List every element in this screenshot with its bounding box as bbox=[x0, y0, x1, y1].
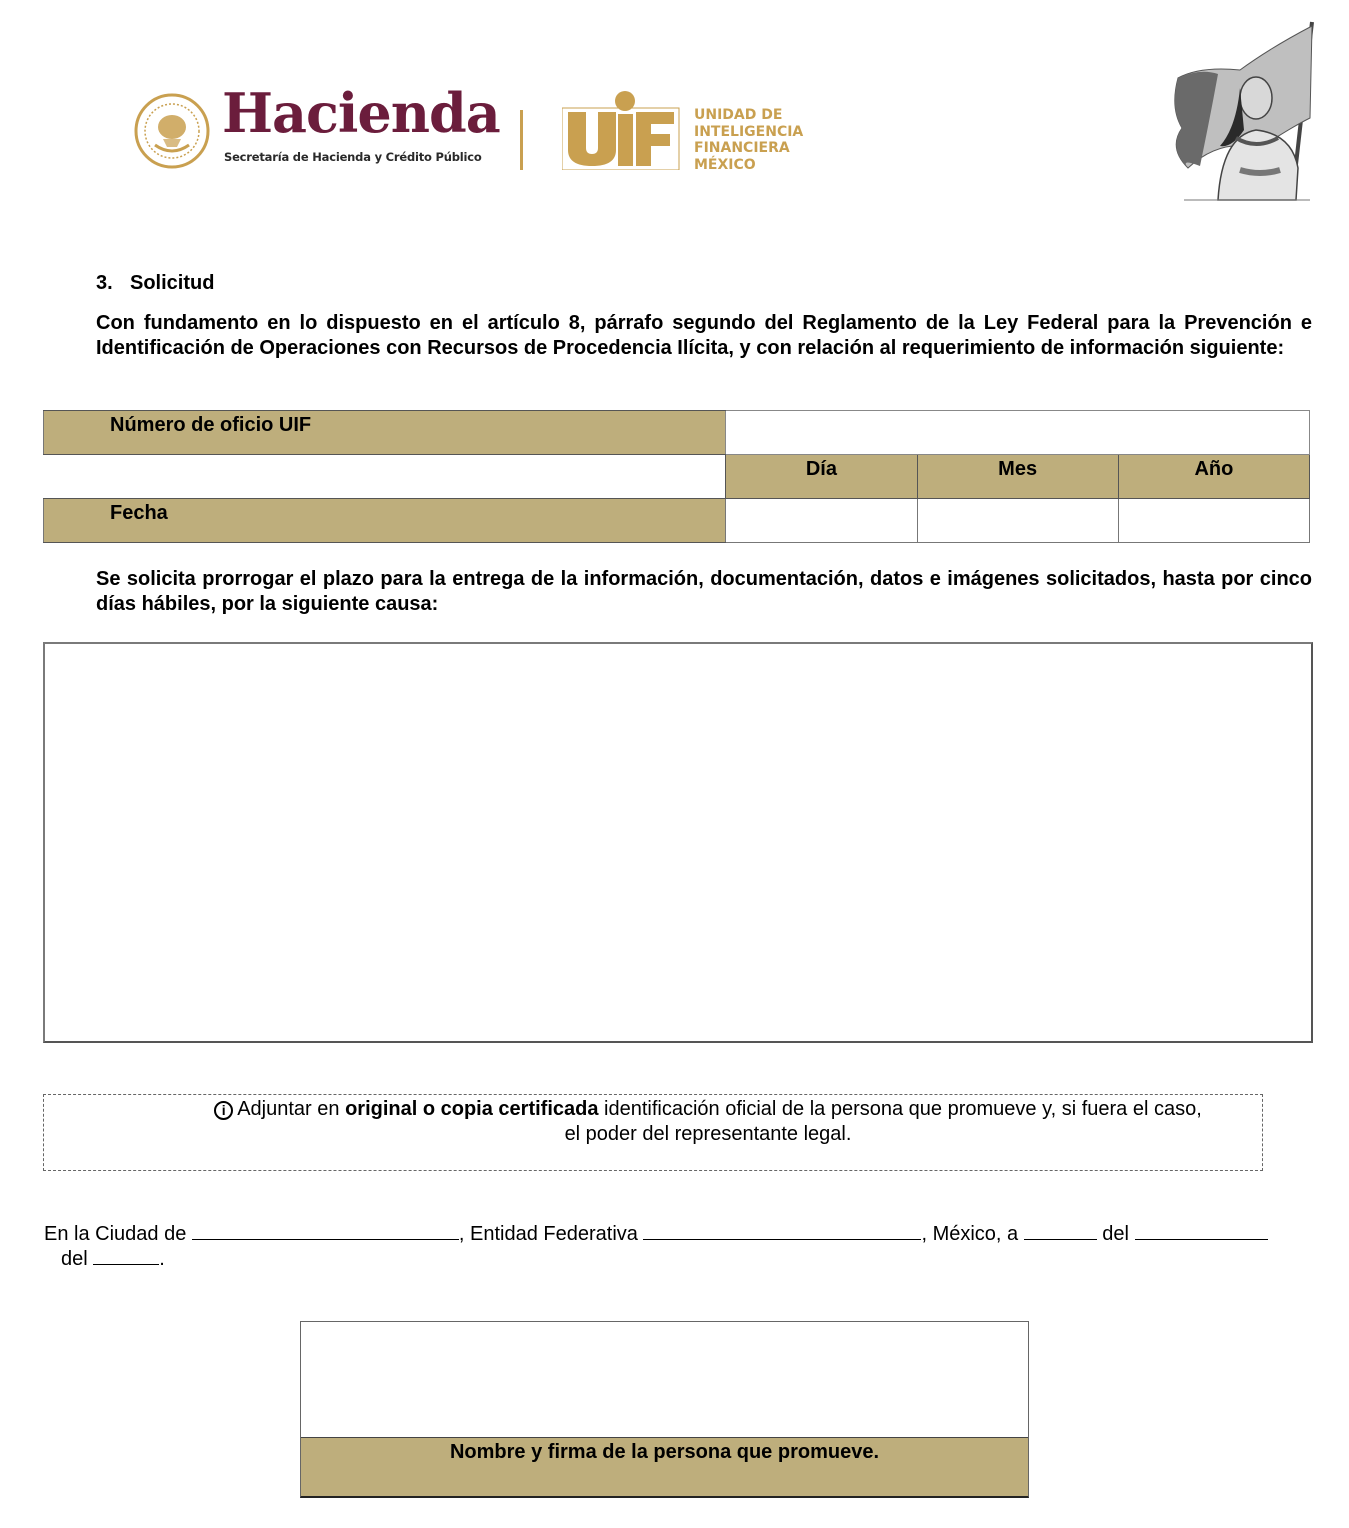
page-header bbox=[0, 0, 1349, 220]
oficio-row bbox=[44, 411, 1310, 455]
intro-paragraph: Con fundamento en lo dispuesto en el artículo 8, párrafo segundo del Reglamento de la Ley Federal para la Prevención e Identificación de Operaciones con Recursos de Procedencia Ilícita, y con relación al requerimiento de información siguiente: bbox=[96, 312, 1312, 359]
year-header: Año bbox=[1118, 455, 1309, 499]
place-date-line: En la Ciudad de , Entidad Federativa , México, a del del . bbox=[44, 1222, 1334, 1272]
year-blank[interactable] bbox=[93, 1247, 159, 1265]
signature-label: Nombre y firma de la persona que promueve. bbox=[301, 1438, 1028, 1496]
oficio-label: Número de oficio UIF bbox=[44, 411, 726, 455]
city-blank[interactable] bbox=[192, 1222, 459, 1240]
info-icon: i bbox=[214, 1101, 233, 1120]
day-blank[interactable] bbox=[1024, 1222, 1097, 1240]
state-blank[interactable] bbox=[643, 1222, 921, 1240]
extension-paragraph: Se solicita prorrogar el plazo para la entrega de la información, documentación, datos e imágenes solicitados, hasta por cinco días hábiles, por la siguiente causa: bbox=[96, 568, 1312, 615]
month-blank[interactable] bbox=[1135, 1222, 1268, 1240]
hacienda-logo-title: Hacienda bbox=[222, 81, 500, 145]
fecha-row bbox=[44, 499, 1310, 543]
reason-textarea[interactable] bbox=[43, 642, 1313, 1043]
day-field[interactable] bbox=[726, 499, 917, 543]
signature-box bbox=[300, 1321, 1029, 1498]
logo-divider bbox=[520, 110, 523, 170]
section-title: Solicitud bbox=[130, 272, 215, 294]
oficio-number-field[interactable] bbox=[726, 411, 1310, 455]
oficio-date-table bbox=[43, 410, 1310, 543]
hacienda-logo-subtitle: Secretaría de Hacienda y Crédito Público bbox=[224, 150, 482, 164]
date-header-row bbox=[44, 455, 1310, 499]
uif-logo-text: UNIDAD DE INTELIGENCIA FINANCIERA MÉXICO bbox=[694, 107, 804, 173]
notice-line-2: el poder del representante legal. bbox=[564, 1123, 852, 1145]
section-heading bbox=[96, 272, 214, 295]
notice-line-1: i Adjuntar en original o copia certificada identificación oficial de la persona que promueve y, si fuera el caso, bbox=[154, 1097, 1262, 1122]
month-field[interactable] bbox=[917, 499, 1118, 543]
signature-field[interactable] bbox=[301, 1322, 1028, 1438]
section-number: 3. bbox=[96, 272, 113, 294]
mexican-seal-icon bbox=[133, 93, 211, 169]
day-header: Día bbox=[726, 455, 917, 499]
uif-logo-icon bbox=[562, 90, 682, 170]
month-header: Mes bbox=[917, 455, 1118, 499]
attachment-notice bbox=[43, 1094, 1263, 1171]
year-field[interactable] bbox=[1118, 499, 1309, 543]
empty-cell bbox=[44, 455, 726, 499]
fecha-label: Fecha bbox=[44, 499, 726, 543]
notice-emphasis: original o copia certificada bbox=[345, 1098, 599, 1120]
heroine-flag-illustration-icon bbox=[1160, 18, 1340, 202]
